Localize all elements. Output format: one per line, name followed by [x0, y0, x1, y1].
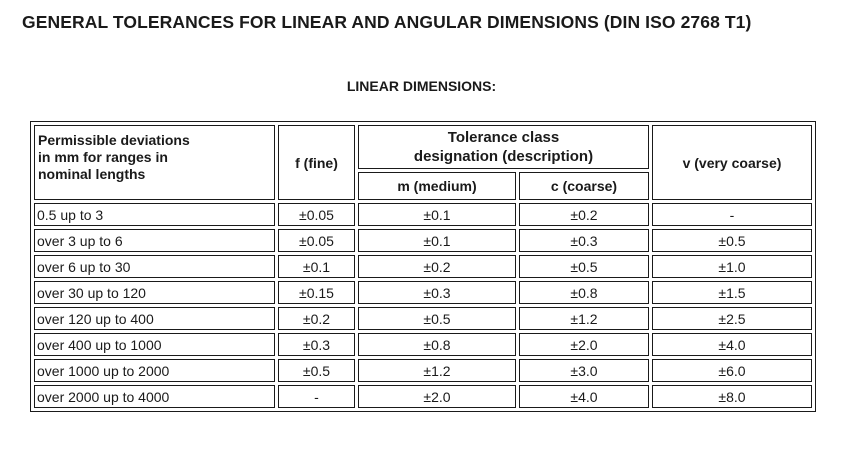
coarse-value-cell: ±2.0	[519, 333, 649, 356]
header-tolerance-class	[358, 125, 649, 169]
medium-value-cell: ±0.8	[358, 333, 516, 356]
coarse-value-cell: ±1.2	[519, 307, 649, 330]
very-coarse-value-cell: ±4.0	[652, 333, 812, 356]
very-coarse-value-cell: ±1.5	[652, 281, 812, 304]
range-cell: 0.5 up to 3	[34, 203, 275, 226]
coarse-value-cell: ±0.2	[519, 203, 649, 226]
range-cell: over 120 up to 400	[34, 307, 275, 330]
header-fine: f (fine)	[278, 125, 355, 200]
range-cell: over 1000 up to 2000	[34, 359, 275, 382]
medium-value-cell: ±0.3	[358, 281, 516, 304]
fine-value-cell: ±0.5	[278, 359, 355, 382]
table-row	[34, 281, 812, 304]
range-cell: over 3 up to 6	[34, 229, 275, 252]
coarse-value-cell: ±4.0	[519, 385, 649, 408]
very-coarse-value-cell: ±0.5	[652, 229, 812, 252]
table-row	[34, 333, 812, 356]
fine-value-cell: ±0.05	[278, 203, 355, 226]
table-row	[34, 229, 812, 252]
very-coarse-value-cell: ±2.5	[652, 307, 812, 330]
header-description-line: in mm for ranges in	[38, 149, 168, 165]
header-description-line: nominal lengths	[38, 166, 146, 182]
page-title: GENERAL TOLERANCES FOR LINEAR AND ANGULAR DIMENSIONS (DIN ISO 2768 T1)	[22, 12, 752, 32]
fine-value-cell: ±0.05	[278, 229, 355, 252]
table-header-row	[34, 125, 812, 169]
fine-value-cell: ±0.2	[278, 307, 355, 330]
table-row	[34, 255, 812, 278]
header-deviation-description	[34, 125, 275, 200]
range-cell: over 400 up to 1000	[34, 333, 275, 356]
header-description-line: Permissible deviations	[38, 132, 190, 148]
fine-value-cell: ±0.15	[278, 281, 355, 304]
medium-value-cell: ±0.2	[358, 255, 516, 278]
header-group-line: Tolerance class	[447, 129, 560, 146]
header-very-coarse: v (very coarse)	[652, 125, 812, 200]
range-cell: over 2000 up to 4000	[34, 385, 275, 408]
medium-value-cell: ±0.1	[358, 229, 516, 252]
table-row	[34, 203, 812, 226]
very-coarse-value-cell: ±1.0	[652, 255, 812, 278]
very-coarse-value-cell: ±6.0	[652, 359, 812, 382]
fine-value-cell: ±0.3	[278, 333, 355, 356]
range-cell: over 6 up to 30	[34, 255, 275, 278]
range-cell: over 30 up to 120	[34, 281, 275, 304]
table-row	[34, 385, 812, 408]
medium-value-cell: ±1.2	[358, 359, 516, 382]
medium-value-cell: ±0.5	[358, 307, 516, 330]
coarse-value-cell: ±0.3	[519, 229, 649, 252]
fine-value-cell: ±0.1	[278, 255, 355, 278]
section-title: LINEAR DIMENSIONS:	[346, 78, 497, 94]
medium-value-cell: ±2.0	[358, 385, 516, 408]
header-coarse: c (coarse)	[519, 172, 649, 200]
table-row	[34, 307, 812, 330]
very-coarse-value-cell: ±8.0	[652, 385, 812, 408]
coarse-value-cell: ±0.8	[519, 281, 649, 304]
table-row	[34, 359, 812, 382]
header-group-line: designation (description)	[413, 148, 594, 165]
very-coarse-value-cell: -	[652, 203, 812, 226]
fine-value-cell: -	[278, 385, 355, 408]
coarse-value-cell: ±3.0	[519, 359, 649, 382]
header-medium: m (medium)	[358, 172, 516, 200]
medium-value-cell: ±0.1	[358, 203, 516, 226]
coarse-value-cell: ±0.5	[519, 255, 649, 278]
tolerance-table	[30, 121, 816, 412]
